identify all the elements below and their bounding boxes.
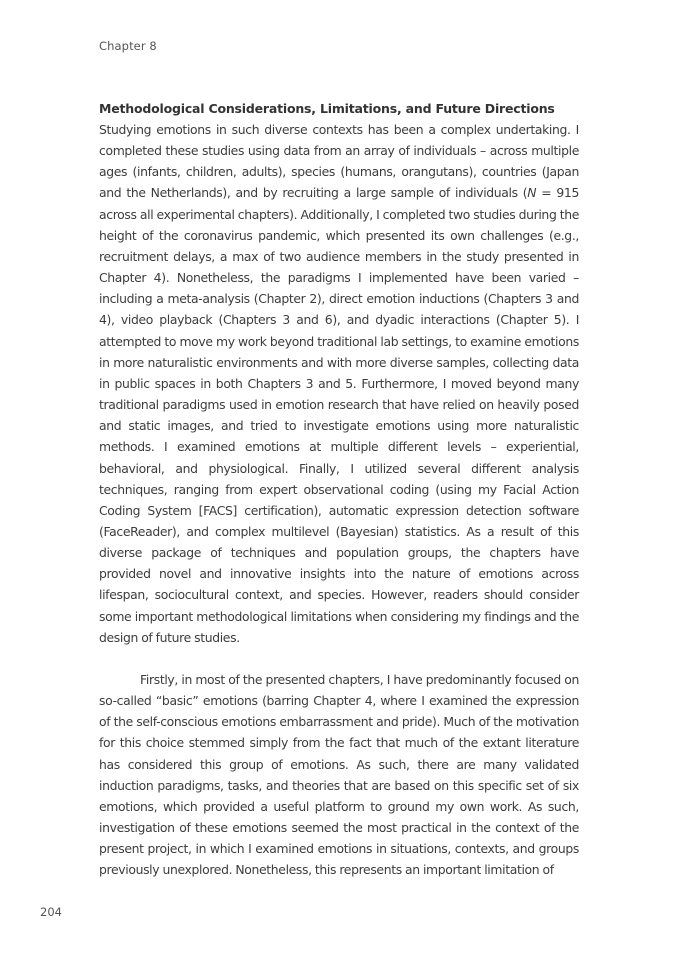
- page-number: 204: [40, 905, 62, 919]
- paragraph-1-part-1: Studying emotions in such diverse contexts has been a complex undertaking. I completed these studies using data from an array of individuals – across multiple ages (infants, children, adults), species (humans, orangutans), countries (Japan and the Netherlands), and by recruiting a large sample of individuals (: [99, 122, 579, 201]
- page-body: [99, 98, 579, 880]
- sample-size-symbol: N: [527, 185, 537, 201]
- paragraph-2: Firstly, in most of the presented chapters, I have predominantly focused on so-called “basic” emotions (barring Chapter 4, where I examined the expression of the self-conscious emotions embarrassment and pride). Much of the motivation for this choice stemmed simply from the fact that much of the extant literature has considered this group of emotions. As such, there are many validated induction paradigms, tasks, and theories that are based on this specific set of six emotions, which provided a useful platform to ground my own work. As such, investigation of these emotions seemed the most practical in the context of the present project, in which I examined emotions in situations, contexts, and groups previously unexplored. Nonetheless, this represents an important limitation of: [99, 671, 579, 878]
- section-heading: Methodological Considerations, Limitations, and Future Directions: [99, 101, 555, 116]
- paragraph-1: [99, 119, 579, 648]
- paragraph-1-part-2: = 915 across all experimental chapters). Additionally, I completed two studies during the height of the coronavirus pandemic, which presented its own challenges (e.g., recruitment delays, a max of two audience members in the study presented in Chapter 4). Nonetheless, the paradigms I implemented have been varied – including a meta-analysis (Chapter 2), direct emotion inductions (Chapters 3 and 4), video playback (Chapters 3 and 6), and dyadic interactions (Chapter 5). I attempted to move my work beyond traditional lab settings, to examine emotions in more naturalistic environments and with more diverse samples, collecting data in public spaces in both Chapters 3 and 5. Furthermore, I moved beyond many traditional paradigms used in emotion research that have relied on heavily posed and static images, and tried to investigate emotions using more naturalistic methods. I examined emotions at multiple different levels – experiential, behavioral, and physiological. Finally, I utilized several different analysis techniques, ranging from expert observational coding (using my Facial Action Coding System [FACS] certification), automatic expression detection software (FaceReader), and complex multilevel (Bayesian) statistics. As a result of this diverse package of techniques and population groups, the chapters have provided novel and innovative insights into the nature of emotions across lifespan, sociocultural context, and species. However, readers should consider some important methodological limitations when considering my findings and the design of future studies.: [99, 185, 579, 645]
- running-header: Chapter 8: [99, 39, 157, 53]
